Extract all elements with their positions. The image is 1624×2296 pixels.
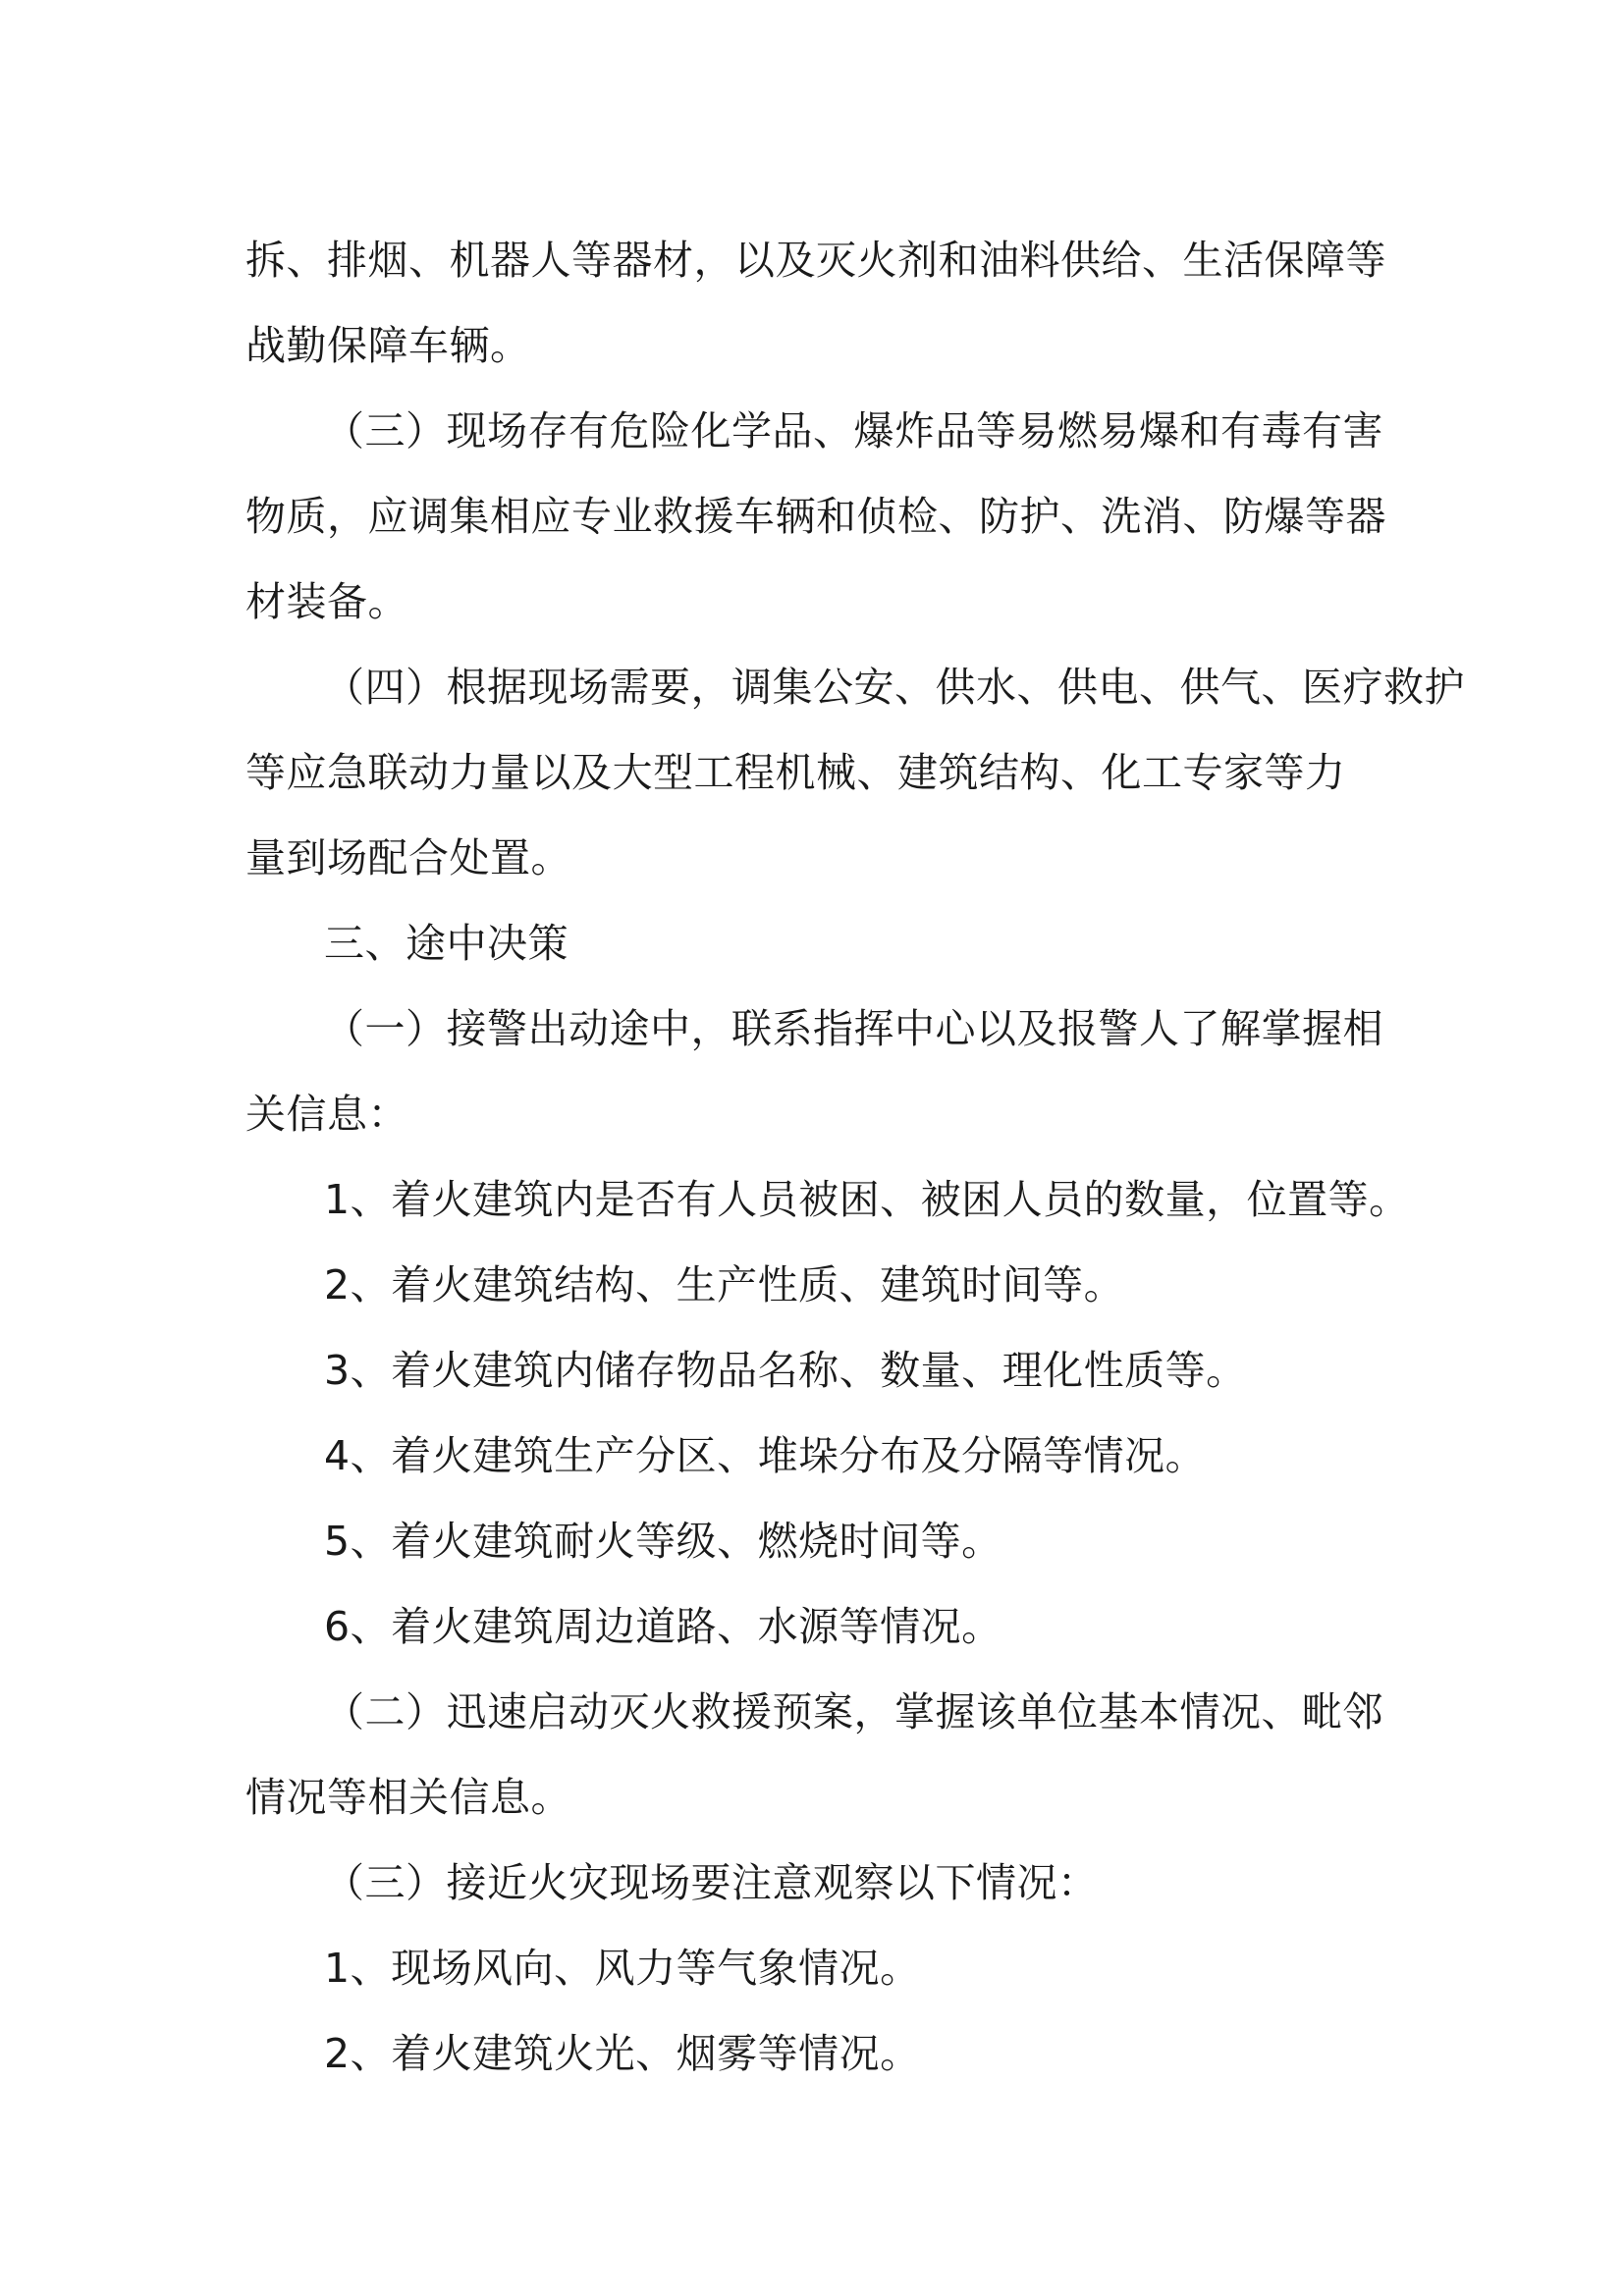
document-body [245,218,1465,2097]
paragraph-line: 物质，应调集相应专业救援车辆和侦检、防护、洗消、防爆等器 [245,493,1386,540]
paragraph-line: （一）接警出动途中，联系指挥中心以及报警人了解掌握相 [324,1005,1383,1052]
paragraph-line: 关信息： [245,1091,408,1138]
list-item: 4、着火建筑生产分区、堆垛分布及分隔等情况。 [324,1432,1207,1479]
paragraph-line: （四）根据现场需要，调集公安、供水、供电、供气、医疗救护 [324,664,1465,711]
paragraph-line: （三）接近火灾现场要注意观察以下情况： [324,1859,1099,1906]
paragraph-line: 材装备。 [245,578,408,625]
list-item: 1、着火建筑内是否有人员被困、被困人员的数量，位置等。 [324,1176,1410,1223]
list-item: 6、着火建筑周边道路、水源等情况。 [324,1603,1002,1650]
section-heading: 三、途中决策 [324,920,568,967]
paragraph-line: 量到场配合处置。 [245,834,571,881]
paragraph-line: 拆、排烟、机器人等器材，以及灭火剂和油料供给、生活保障等 [245,237,1386,284]
paragraph-line: （三）现场存有危险化学品、爆炸品等易燃易爆和有毒有害 [324,407,1383,454]
list-item: 2、着火建筑结构、生产性质、建筑时间等。 [324,1261,1125,1308]
paragraph-line: （二）迅速启动灭火救援预案，掌握该单位基本情况、毗邻 [324,1688,1383,1735]
list-item: 3、着火建筑内储存物品名称、数量、理化性质等。 [324,1347,1247,1394]
paragraph-line: 等应急联动力量以及大型工程机械、建筑结构、化工专家等力 [245,749,1346,796]
list-item: 2、着火建筑火光、烟雾等情况。 [324,2030,921,2077]
paragraph-line: 情况等相关信息。 [245,1774,571,1821]
list-item: 1、现场风向、风力等气象情况。 [324,1945,921,1992]
list-item: 5、着火建筑耐火等级、燃烧时间等。 [324,1518,1002,1565]
paragraph-line: 战勤保障车辆。 [245,322,531,369]
